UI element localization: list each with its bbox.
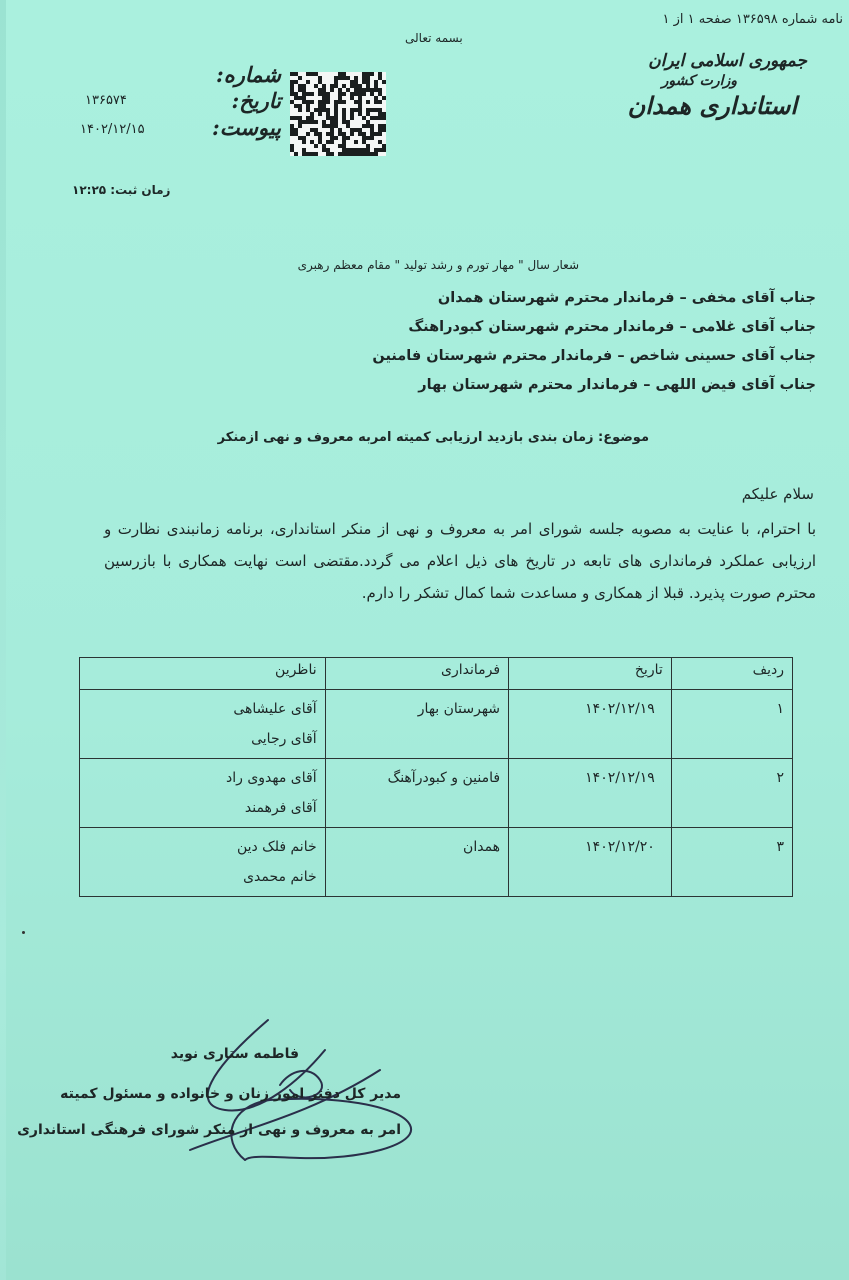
- letter-number-value: ۱۳۶۵۷۴: [85, 93, 127, 108]
- registration-time: زمان ثبت: ۱۲:۲۵: [72, 183, 171, 197]
- header-date: تاریخ: [509, 658, 672, 690]
- barcode-image: [290, 72, 386, 156]
- invocation: بسمه تعالی: [405, 31, 463, 45]
- stray-dot: [22, 931, 25, 934]
- cell-inspectors: [80, 759, 326, 828]
- cell-inspectors: [80, 828, 326, 897]
- signer-name: فاطمه ستاری نوید: [170, 1046, 299, 1062]
- cell-date: ۱۴۰۲/۱۲/۱۹: [509, 690, 672, 759]
- cell-row-number: ۱: [671, 690, 792, 759]
- recipient-line: جناب آقای حسینی شاخص – فرماندار محترم شهرستان فامنین: [372, 348, 816, 364]
- cell-row-number: ۳: [671, 828, 792, 897]
- office-name: استانداری همدان: [627, 91, 797, 121]
- number-label: شماره:: [215, 62, 281, 87]
- state-name: جمهوری اسلامی ایران: [648, 51, 807, 71]
- cell-inspectors: [80, 690, 326, 759]
- recipient-line: جناب آقای فیض اللهی – فرماندار محترم شهرستان بهار: [418, 377, 816, 393]
- cell-date: ۱۴۰۲/۱۲/۱۹: [509, 759, 672, 828]
- signer-title-line2: امر به معروف و نهی از منکر شورای فرهنگی استانداری: [17, 1122, 401, 1138]
- body-paragraph: با احترام، با عنایت به مصوبه جلسه شورای امر به معروف و نهی از منکر استانداری، برنامه زمانبندی نظارت و ارزیابی عملکرد فرمانداری های تابعه در تاریخ های ذیل اعلام می گردد.مقتضی است نهایت همکاری با بازرسین محترم صورت پذیرد. قبلا از همکاری و مساعدت شما کمال تشکر را دارم.: [104, 520, 816, 602]
- inspector-name: آقای فرهمند: [244, 800, 317, 816]
- header-row-number: ردیف: [671, 658, 792, 690]
- ministry-name: وزارت کشور: [661, 73, 737, 90]
- recipient-line: جناب آقای مخفی – فرماندار محترم شهرستان همدان: [437, 290, 816, 306]
- schedule-table: [79, 657, 793, 897]
- year-slogan: شعار سال " مهار تورم و رشد تولید " مقام معظم رهبری: [297, 258, 579, 272]
- cell-date: ۱۴۰۲/۱۲/۲۰: [509, 828, 672, 897]
- date-label: تاریخ:: [231, 88, 281, 114]
- table-row: [80, 828, 793, 897]
- letterhead: [628, 50, 807, 121]
- table-row: [80, 690, 793, 759]
- inspector-name: آقای رجایی: [251, 731, 317, 747]
- recipient-line: جناب آقای غلامی – فرماندار محترم شهرستان کبودراهنگ: [408, 319, 816, 335]
- header-governorate: فرمانداری: [325, 658, 508, 690]
- table-row: [80, 759, 793, 828]
- table-header-row: [80, 658, 793, 690]
- letter-number: نامه شماره ۱۳۶۵۹۸ صفحه ۱ از ۱: [662, 12, 843, 27]
- recipients-list: [372, 284, 816, 400]
- signer-title-line1: مدیر کل دفتر امور زنان و خانواده و مسئول کمیته: [60, 1086, 401, 1102]
- attachment-label: پیوست:: [212, 114, 281, 140]
- inspector-name: خانم محمدی: [243, 869, 317, 885]
- inspector-name: خانم فلک دین: [236, 839, 317, 855]
- cell-governorate: همدان: [325, 828, 508, 897]
- letter-date-value: ۱۴۰۲/۱۲/۱۵: [80, 122, 145, 137]
- header-inspectors: ناظرین: [80, 658, 326, 690]
- cell-governorate: فامنین و کبودرآهنگ: [325, 759, 508, 828]
- inspector-name: آقای مهدوی راد: [226, 770, 317, 786]
- greeting: سلام علیکم: [741, 485, 814, 503]
- cell-governorate: شهرستان بهار: [325, 690, 508, 759]
- inspector-name: آقای علیشاهی: [233, 701, 317, 717]
- cell-row-number: ۲: [671, 759, 792, 828]
- subject-line: موضوع: زمان بندی بازدید ارزیابی کمیته امربه معروف و نهی ازمنکر: [217, 430, 649, 445]
- meta-labels: [212, 62, 281, 141]
